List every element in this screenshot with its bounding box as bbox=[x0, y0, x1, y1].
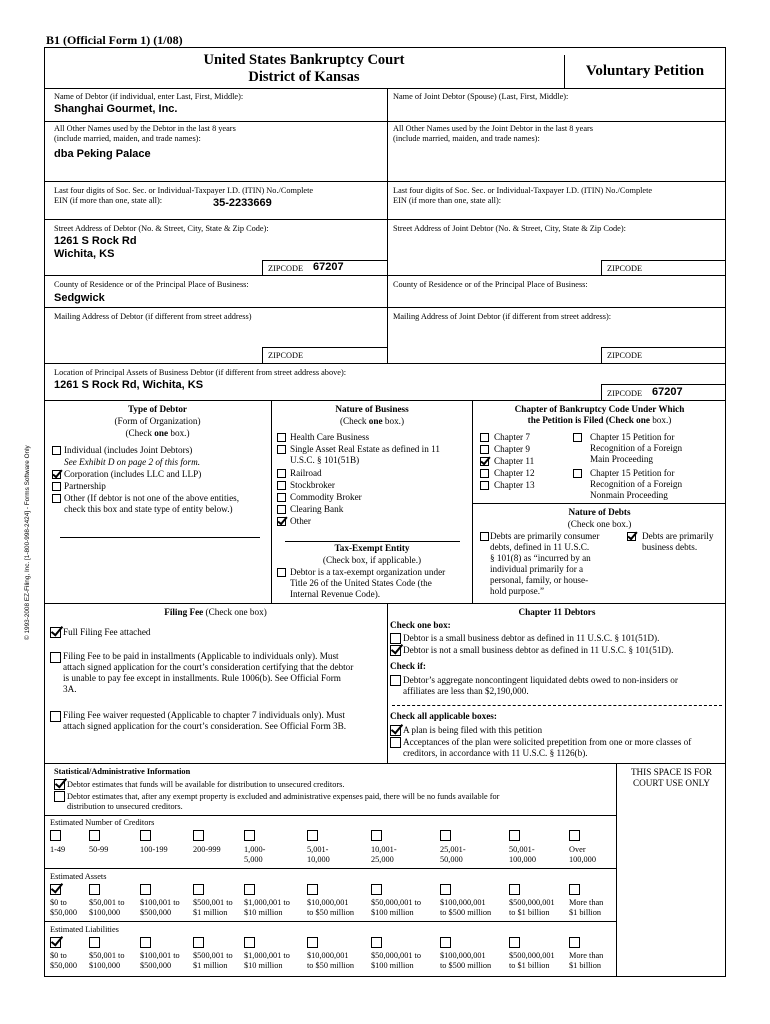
chapter-9-checkbox[interactable] bbox=[480, 445, 489, 454]
liabilities-range-6: $50,000,001 to $100 million bbox=[371, 951, 422, 970]
tax-exempt-label: Debtor is a tax-exempt organization under Title 26 of the United States Code (the Internal Revenue Code). bbox=[290, 567, 446, 599]
liabilities-range-7: $100,000,001 to $500 million bbox=[440, 951, 492, 970]
debtor-zip-label: ZIPCODE bbox=[268, 264, 304, 273]
tax-exempt-title: Tax-Exempt Entity bbox=[334, 543, 410, 553]
liabilities-range-4: $1,000,001 to $10 million bbox=[244, 951, 290, 970]
assets-checkbox-2[interactable] bbox=[140, 884, 151, 895]
creditors-range-25001-50000: 25,001- 50,000 bbox=[440, 845, 466, 864]
debtor-name[interactable]: Shanghai Gourmet, Inc. bbox=[54, 103, 178, 115]
installments-label: Filing Fee to be paid in installments (Applicable to individuals only). Must attach signed application for the court’s consideration certifying that the debtor is unable to pay fee except in installments. Rule 1006(b). See Official Form 3A. bbox=[63, 651, 354, 694]
aggregate-debts-checkbox[interactable] bbox=[390, 675, 401, 686]
assets-checkbox-6[interactable] bbox=[371, 884, 382, 895]
consumer-debts-label: Debts are primarily consumer debts, defined in 11 U.S.C. § 101(8) as “incurred by an individual primarily for a personal, family, or house- hold purpose.” bbox=[490, 531, 600, 596]
business-debts-label: Debts are primarily business debts. bbox=[642, 531, 714, 552]
debtor-mailing-label: Mailing Address of Debtor (if different from street address) bbox=[54, 312, 252, 321]
chapter-12-checkbox[interactable] bbox=[480, 469, 489, 478]
nature-of-debts-title: Nature of Debts bbox=[568, 507, 631, 517]
tax-exempt-sub: (Check box, if applicable.) bbox=[322, 555, 422, 565]
liabilities-range-3: $500,001 to $1 million bbox=[193, 951, 233, 970]
assets-range-0: $0 to $50,000 bbox=[50, 898, 77, 917]
other-business-checkbox[interactable] bbox=[277, 517, 286, 526]
creditors-checkbox-5001-10000[interactable] bbox=[307, 830, 318, 841]
liabilities-checkbox-0[interactable] bbox=[50, 937, 61, 948]
funds-available-checkbox[interactable] bbox=[54, 779, 65, 790]
ch11-check-all: Check all applicable boxes: bbox=[390, 711, 497, 721]
aggregate-debts-label: Debtor’s aggregate noncontingent liquidated debts owed to non-insiders or affiliates are less than $2,190,000. bbox=[403, 675, 678, 696]
liabilities-checkbox-1[interactable] bbox=[89, 937, 100, 948]
liabilities-range-9: More than $1 billion bbox=[569, 951, 604, 970]
liabilities-checkbox-6[interactable] bbox=[371, 937, 382, 948]
fee-waiver-label: Filing Fee waiver requested (Applicable to chapter 7 individuals only). Must attach signed application for the court’s consideration. See Official Form 3B. bbox=[63, 710, 347, 731]
assets-checkbox-3[interactable] bbox=[193, 884, 204, 895]
creditors-range-50001-100000: 50,001- 100,000 bbox=[509, 845, 536, 864]
tax-exempt-checkbox[interactable] bbox=[277, 568, 286, 577]
railroad-checkbox[interactable] bbox=[277, 469, 286, 478]
chapter-15-nonmain-label: Chapter 15 Petition for Recognition of a Foreign Nonmain Proceeding bbox=[590, 468, 683, 500]
joint-ein-label: Last four digits of Soc. Sec. or Individual-Taxpayer I.D. (ITIN) No./Complete EIN (if more than one, state all): bbox=[393, 186, 653, 205]
assets-checkbox-8[interactable] bbox=[509, 884, 520, 895]
acceptances-checkbox[interactable] bbox=[390, 737, 401, 748]
full-fee-label: Full Filing Fee attached bbox=[63, 627, 151, 637]
assets-range-7: $100,000,001 to $500 million bbox=[440, 898, 492, 917]
creditors-checkbox-200-999[interactable] bbox=[193, 830, 204, 841]
debtor-mailing-zip-label: ZIPCODE bbox=[268, 351, 304, 360]
joint-mailing-zip-label: ZIPCODE bbox=[607, 351, 643, 360]
creditors-checkbox-100-199[interactable] bbox=[140, 830, 151, 841]
nature-of-debts-sub: (Check one box.) bbox=[567, 519, 632, 529]
chapter-7-label: Chapter 7 bbox=[494, 432, 530, 442]
individual-note: See Exhibit D on page 2 of this form. bbox=[64, 457, 201, 467]
type-of-debtor-title: Type of Debtor bbox=[127, 404, 188, 414]
joint-county-label: County of Residence or of the Principal Place of Business: bbox=[393, 280, 588, 289]
chapter-15-main-checkbox[interactable] bbox=[573, 433, 582, 442]
corporation-checkbox[interactable] bbox=[52, 470, 61, 479]
assets-checkbox-4[interactable] bbox=[244, 884, 255, 895]
creditors-range-200-999: 200-999 bbox=[193, 845, 221, 854]
creditors-range-over-100000: Over 100,000 bbox=[569, 845, 596, 864]
assets-range-1: $50,001 to $100,000 bbox=[89, 898, 125, 917]
creditors-checkbox-10001-25000[interactable] bbox=[371, 830, 382, 841]
liabilities-checkbox-9[interactable] bbox=[569, 937, 580, 948]
chapter-11-label: Chapter 11 bbox=[494, 456, 535, 466]
small-business-label: Debtor is a small business debtor as defined in 11 U.S.C. § 101(51D). bbox=[403, 633, 660, 643]
ch11-check-if: Check if: bbox=[390, 661, 426, 671]
stockbroker-checkbox[interactable] bbox=[277, 481, 286, 490]
individual-checkbox[interactable] bbox=[52, 446, 61, 455]
other-entity-checkbox[interactable] bbox=[52, 494, 61, 503]
software-credit: © 1993-2008 EZ-Filing, Inc. [1-800-998-2424] - Forms Software Only bbox=[24, 445, 31, 640]
court-use-only: THIS SPACE IS FOR COURT USE ONLY bbox=[630, 767, 713, 788]
filing-fee-title: Filing Fee (Check one box) bbox=[164, 607, 267, 617]
debtor-ein-label: Last four digits of Soc. Sec. or Individual-Taxpayer I.D. (ITIN) No./Complete EIN (if more than one, state all): bbox=[54, 186, 314, 205]
chapter-15-main-label: Chapter 15 Petition for Recognition of a Foreign Main Proceeding bbox=[590, 432, 683, 464]
liabilities-label: Estimated Liabilities bbox=[50, 925, 119, 934]
plan-filed-label: A plan is being filed with this petition bbox=[403, 725, 543, 735]
other-entity-label: Other (If debtor is not one of the above entities, check this box and state type of entity below.) bbox=[64, 493, 240, 514]
liabilities-range-5: $10,000,001 to $50 million bbox=[307, 951, 355, 970]
location-label: Location of Principal Assets of Business Debtor (if different from street address above): bbox=[54, 368, 347, 377]
nature-of-business-sub: (Check one box.) bbox=[339, 416, 405, 426]
acceptances-label: Acceptances of the plan were solicited prepetition from one or more classes of creditors, in accordance with 11 U.S.C. § 1126(b). bbox=[403, 737, 692, 758]
no-funds-label: Debtor estimates that, after any exempt property is excluded and administrative expenses paid, there will be no funds available for distribution to unsecured creditors. bbox=[67, 792, 500, 811]
consumer-debts-checkbox[interactable] bbox=[480, 532, 489, 541]
liabilities-checkbox-5[interactable] bbox=[307, 937, 318, 948]
liabilities-range-0: $0 to $50,000 bbox=[50, 951, 77, 970]
liabilities-range-8: $500,000,001 to $1 billion bbox=[509, 951, 555, 970]
stockbroker-label: Stockbroker bbox=[290, 480, 335, 490]
commodity-broker-checkbox[interactable] bbox=[277, 493, 286, 502]
partnership-checkbox[interactable] bbox=[52, 482, 61, 491]
joint-mailing-label: Mailing Address of Joint Debtor (if different from street address): bbox=[393, 312, 612, 321]
chapter-11-checkbox[interactable] bbox=[480, 457, 489, 466]
debtor-county[interactable]: Sedgwick bbox=[54, 292, 105, 304]
installments-checkbox[interactable] bbox=[50, 652, 61, 663]
joint-name-label: Name of Joint Debtor (Spouse) (Last, First, Middle): bbox=[393, 92, 569, 101]
assets-checkbox-9[interactable] bbox=[569, 884, 580, 895]
partnership-label: Partnership bbox=[64, 481, 106, 491]
chapter-13-label: Chapter 13 bbox=[494, 480, 535, 490]
clearing-bank-checkbox[interactable] bbox=[277, 505, 286, 514]
location-zip[interactable]: 67207 bbox=[652, 386, 683, 398]
liabilities-range-2: $100,001 to $500,000 bbox=[140, 951, 180, 970]
joint-zip-label: ZIPCODE bbox=[607, 264, 643, 273]
liabilities-checkbox-7[interactable] bbox=[440, 937, 451, 948]
petition-title: Voluntary Petition bbox=[585, 63, 705, 79]
creditors-range-10001-25000: 10,001- 25,000 bbox=[371, 845, 397, 864]
creditors-checkbox-1000-5000[interactable] bbox=[244, 830, 255, 841]
commodity-broker-label: Commodity Broker bbox=[290, 492, 362, 502]
assets-range-9: More than $1 billion bbox=[569, 898, 604, 917]
location-value[interactable]: 1261 S Rock Rd, Wichita, KS bbox=[54, 379, 204, 391]
nature-of-business-title: Nature of Business bbox=[335, 404, 409, 414]
type-of-debtor-sub1: (Form of Organization) bbox=[114, 416, 201, 426]
form-id: B1 (Official Form 1) (1/08) bbox=[46, 33, 183, 47]
plan-filed-checkbox[interactable] bbox=[390, 725, 401, 736]
creditors-range-1000-5000: 1,000- 5,000 bbox=[244, 845, 266, 864]
not-small-business-label: Debtor is not a small business debtor as defined in 11 U.S.C. § 101(51D). bbox=[403, 645, 674, 655]
chapter-13-checkbox[interactable] bbox=[480, 481, 489, 490]
creditors-checkbox-1-49[interactable] bbox=[50, 830, 61, 841]
creditors-range-50-99: 50-99 bbox=[89, 845, 109, 854]
joint-street-label: Street Address of Joint Debtor (No. & Street, City, State & Zip Code): bbox=[393, 224, 626, 233]
assets-range-6: $50,000,001 to $100 million bbox=[371, 898, 422, 917]
chapter-12-label: Chapter 12 bbox=[494, 468, 535, 478]
liabilities-checkbox-3[interactable] bbox=[193, 937, 204, 948]
court-title: United States Bankruptcy Court District of Kansas bbox=[203, 52, 405, 85]
debtor-street[interactable]: 1261 S Rock Rd Wichita, KS bbox=[54, 235, 137, 260]
debtor-county-label: County of Residence or of the Principal Place of Business: bbox=[54, 280, 249, 289]
debtor-ein[interactable]: 35-2233669 bbox=[213, 197, 272, 209]
creditors-checkbox-50001-100000[interactable] bbox=[509, 830, 520, 841]
chapter-7-checkbox[interactable] bbox=[480, 433, 489, 442]
assets-checkbox-5[interactable] bbox=[307, 884, 318, 895]
individual-label: Individual (includes Joint Debtors) bbox=[64, 445, 193, 455]
ch11-check-one: Check one box: bbox=[390, 620, 451, 630]
creditors-label: Estimated Number of Creditors bbox=[50, 818, 155, 827]
creditors-checkbox-50-99[interactable] bbox=[89, 830, 100, 841]
liabilities-checkbox-2[interactable] bbox=[140, 937, 151, 948]
assets-range-3: $500,001 to $1 million bbox=[193, 898, 233, 917]
assets-checkbox-7[interactable] bbox=[440, 884, 451, 895]
debtor-name-label: Name of Debtor (if individual, enter Last, First, Middle): bbox=[54, 92, 244, 101]
single-asset-checkbox[interactable] bbox=[277, 445, 286, 454]
ch11-title: Chapter 11 Debtors bbox=[518, 607, 596, 617]
assets-checkbox-1[interactable] bbox=[89, 884, 100, 895]
location-zip-label: ZIPCODE bbox=[607, 389, 643, 398]
debtor-zip[interactable]: 67207 bbox=[313, 261, 344, 273]
creditors-range-100-199: 100-199 bbox=[140, 845, 168, 854]
other-business-label: Other bbox=[290, 516, 311, 526]
chapter-9-label: Chapter 9 bbox=[494, 444, 530, 454]
liabilities-checkbox-8[interactable] bbox=[509, 937, 520, 948]
funds-available-label: Debtor estimates that funds will be available for distribution to unsecured creditors. bbox=[67, 780, 345, 789]
debtor-other-names[interactable]: dba Peking Palace bbox=[54, 148, 151, 160]
creditors-checkbox-25001-50000[interactable] bbox=[440, 830, 451, 841]
full-fee-checkbox[interactable] bbox=[50, 627, 61, 638]
debtor-street-label: Street Address of Debtor (No. & Street, City, State & Zip Code): bbox=[54, 224, 269, 233]
no-funds-checkbox[interactable] bbox=[54, 791, 65, 802]
single-asset-label: Single Asset Real Estate as defined in 11 U.S.C. § 101(51B) bbox=[290, 444, 440, 465]
type-of-debtor-sub2: (Check one box.) bbox=[125, 428, 190, 438]
creditors-range-1-49: 1-49 bbox=[50, 845, 66, 854]
chapter-title: Chapter of Bankruptcy Code Under Which the Petition is Filed (Check one box.) bbox=[514, 404, 685, 425]
railroad-label: Railroad bbox=[290, 468, 322, 478]
health-care-label: Health Care Business bbox=[290, 432, 370, 442]
creditors-checkbox-over-100000[interactable] bbox=[569, 830, 580, 841]
not-small-business-checkbox[interactable] bbox=[390, 645, 401, 656]
health-care-checkbox[interactable] bbox=[277, 433, 286, 442]
liabilities-range-1: $50,001 to $100,000 bbox=[89, 951, 125, 970]
liabilities-checkbox-4[interactable] bbox=[244, 937, 255, 948]
clearing-bank-label: Clearing Bank bbox=[290, 504, 344, 514]
creditors-range-5001-10000: 5,001- 10,000 bbox=[307, 845, 330, 864]
corporation-label: Corporation (includes LLC and LLP) bbox=[64, 469, 202, 479]
business-debts-checkbox[interactable] bbox=[627, 532, 636, 541]
debtor-other-names-label: All Other Names used by the Debtor in the last 8 years (include married, maiden, and trade names): bbox=[54, 124, 236, 143]
assets-label: Estimated Assets bbox=[50, 872, 107, 881]
chapter-15-nonmain-checkbox[interactable] bbox=[573, 469, 582, 478]
assets-range-5: $10,000,001 to $50 million bbox=[307, 898, 355, 917]
assets-range-8: $500,000,001 to $1 billion bbox=[509, 898, 555, 917]
assets-range-4: $1,000,001 to $10 million bbox=[244, 898, 290, 917]
assets-range-2: $100,001 to $500,000 bbox=[140, 898, 180, 917]
statistical-title: Statistical/Administrative Information bbox=[54, 767, 191, 776]
joint-other-names-label: All Other Names used by the Joint Debtor in the last 8 years (include married, maiden, and trade names): bbox=[393, 124, 594, 143]
fee-waiver-checkbox[interactable] bbox=[50, 711, 61, 722]
assets-checkbox-0[interactable] bbox=[50, 884, 61, 895]
